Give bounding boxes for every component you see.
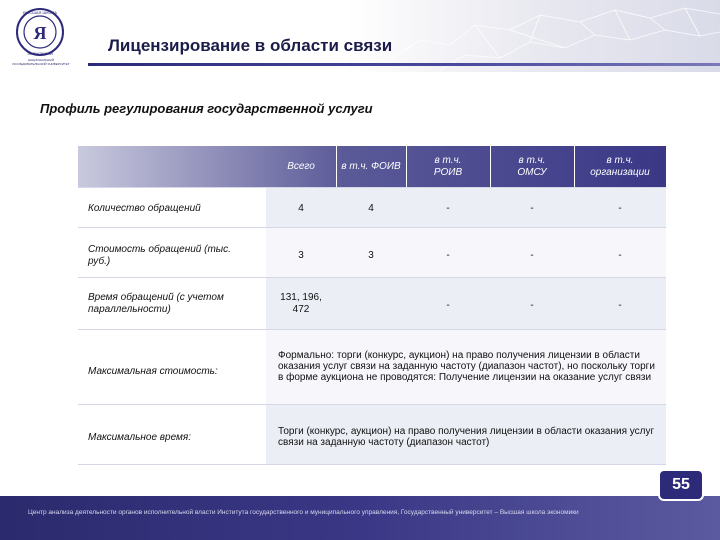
row-divider	[78, 329, 666, 330]
svg-text:ВЫСШАЯ ШКОЛА: ВЫСШАЯ ШКОЛА	[23, 10, 57, 15]
row-divider	[78, 464, 666, 465]
column-header: Всего	[287, 160, 315, 172]
row-divider	[78, 227, 666, 228]
svg-text:Я: Я	[33, 23, 47, 43]
cell-value: 4	[298, 203, 304, 214]
cell-value: -	[446, 203, 450, 214]
footer-text: Центр анализа деятельности органов исполнительной власти Института государственного и муниципального управления, Государственный университет – Высшая школа экономики	[28, 509, 579, 516]
cell-value: -	[530, 250, 534, 261]
title-underline	[88, 63, 720, 66]
row-label: Время обращений (с учетом параллельности)	[88, 292, 224, 315]
column-divider	[574, 146, 575, 187]
slide-subtitle: Профиль регулирования государственной услуги	[40, 101, 373, 116]
cell-value: -	[530, 203, 534, 214]
cell-value: -	[618, 250, 622, 261]
column-header: в т.ч. РОИВ	[433, 154, 463, 178]
column-header: в т.ч. ОМСУ	[517, 154, 547, 178]
cell-value: -	[530, 300, 534, 311]
wide-cell-text: Торги (конкурс, аукцион) на право получения лицензии в области оказания услуг связи на заданную частоту (диапазон частот)	[278, 426, 655, 448]
column-header: в т.ч. ФОИВ	[341, 160, 401, 172]
cell-value: 3	[368, 250, 374, 261]
logo-caption: НАЦИОНАЛЬНЫЙ ИССЛЕДОВАТЕЛЬСКИЙ УНИВЕРСИТЕТ	[12, 58, 70, 66]
row-label: Количество обращений	[88, 203, 201, 214]
row-divider	[78, 187, 666, 188]
slide-footer	[0, 496, 720, 540]
university-logo	[10, 6, 70, 64]
column-divider	[336, 146, 337, 187]
cell-value: -	[618, 203, 622, 214]
column-divider	[406, 146, 407, 187]
cell-value: -	[446, 300, 450, 311]
map-decoration	[380, 0, 720, 72]
page-number-badge: 55	[658, 469, 704, 501]
cell-value: -	[618, 300, 622, 311]
cell-value: 3	[298, 250, 304, 261]
cell-value: -	[446, 250, 450, 261]
column-divider	[490, 146, 491, 187]
row-divider	[78, 277, 666, 278]
row-divider	[78, 404, 666, 405]
svg-text:ЭКОНОМИКИ: ЭКОНОМИКИ	[27, 51, 53, 56]
cell-value: 131, 196, 472	[280, 292, 322, 315]
wide-cell-text: Формально: торги (конкурс, аукцион) на право получения лицензии в области оказания услуг связи на заданную частоту (диапазон частот), но поскольку торги в форме аукциона не проводятся: Получение лицензии на оказание услуг связи	[278, 350, 655, 383]
row-label: Максимальная стоимость:	[88, 366, 218, 377]
cell-value: 4	[368, 203, 374, 214]
column-header: в т.ч. организации	[590, 154, 650, 178]
slide-title: Лицензирование в области связи	[108, 36, 393, 55]
row-label: Максимальное время:	[88, 432, 191, 443]
row-label: Стоимость обращений (тыс. руб.)	[88, 244, 231, 267]
slide-header	[0, 0, 720, 72]
